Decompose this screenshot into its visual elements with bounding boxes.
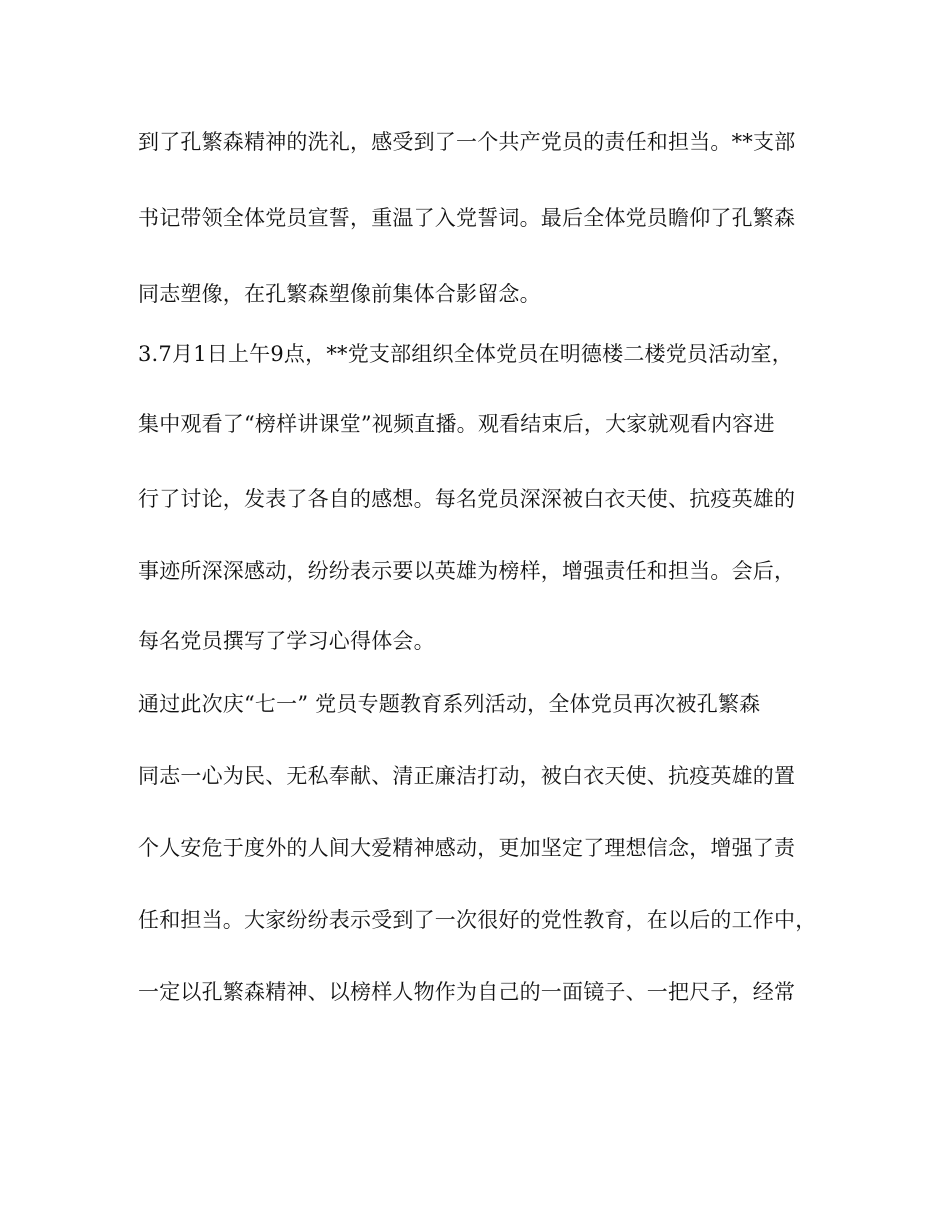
paragraph-3-line-3: 个人安危于度外的人间大爱精神感动，更加坚定了理想信念，增强了责: [138, 836, 796, 860]
paragraph-2-line-3: 行了讨论，发表了各自的感想。每名党员深深被白衣天使、抗疫英雄的: [138, 487, 796, 511]
paragraph-3-line-4: 任和担当。大家纷纷表示受到了一次很好的党性教育，在以后的工作中，: [138, 908, 817, 932]
paragraph-1-line-2: 书记带领全体党员宣誓，重温了入党誓词。最后全体党员瞻仰了孔繁森: [138, 206, 796, 230]
paragraph-2-line-1: 3.7月1日上午9点，**党支部组织全体党员在明德楼二楼党员活动室，: [138, 342, 793, 366]
paragraph-3-line-1: 通过此次庆“七一” 党员专题教育系列活动，全体党员再次被孔繁森: [138, 692, 761, 716]
paragraph-3-line-5: 一定以孔繁森精神、以榜样人物作为自己的一面镜子、一把尺子，经常: [138, 980, 796, 1004]
paragraph-2-line-2: 集中观看了“榜样讲课堂”视频直播。观看结束后，大家就观看内容进: [138, 412, 775, 436]
paragraph-2-line-4: 事迹所深深感动，纷纷表示要以英雄为榜样，增强责任和担当。会后，: [138, 559, 796, 583]
paragraph-1-line-1: 到了孔繁森精神的洗礼，感受到了一个共产党员的责任和担当。**支部: [138, 130, 796, 154]
paragraph-3-line-2: 同志一心为民、无私奉献、清正廉洁打动，被白衣天使、抗疫英雄的置: [138, 764, 796, 788]
paragraph-1-line-3: 同志塑像，在孔繁森塑像前集体合影留念。: [138, 282, 541, 306]
paragraph-2-line-5: 每名党员撰写了学习心得体会。: [138, 629, 435, 653]
